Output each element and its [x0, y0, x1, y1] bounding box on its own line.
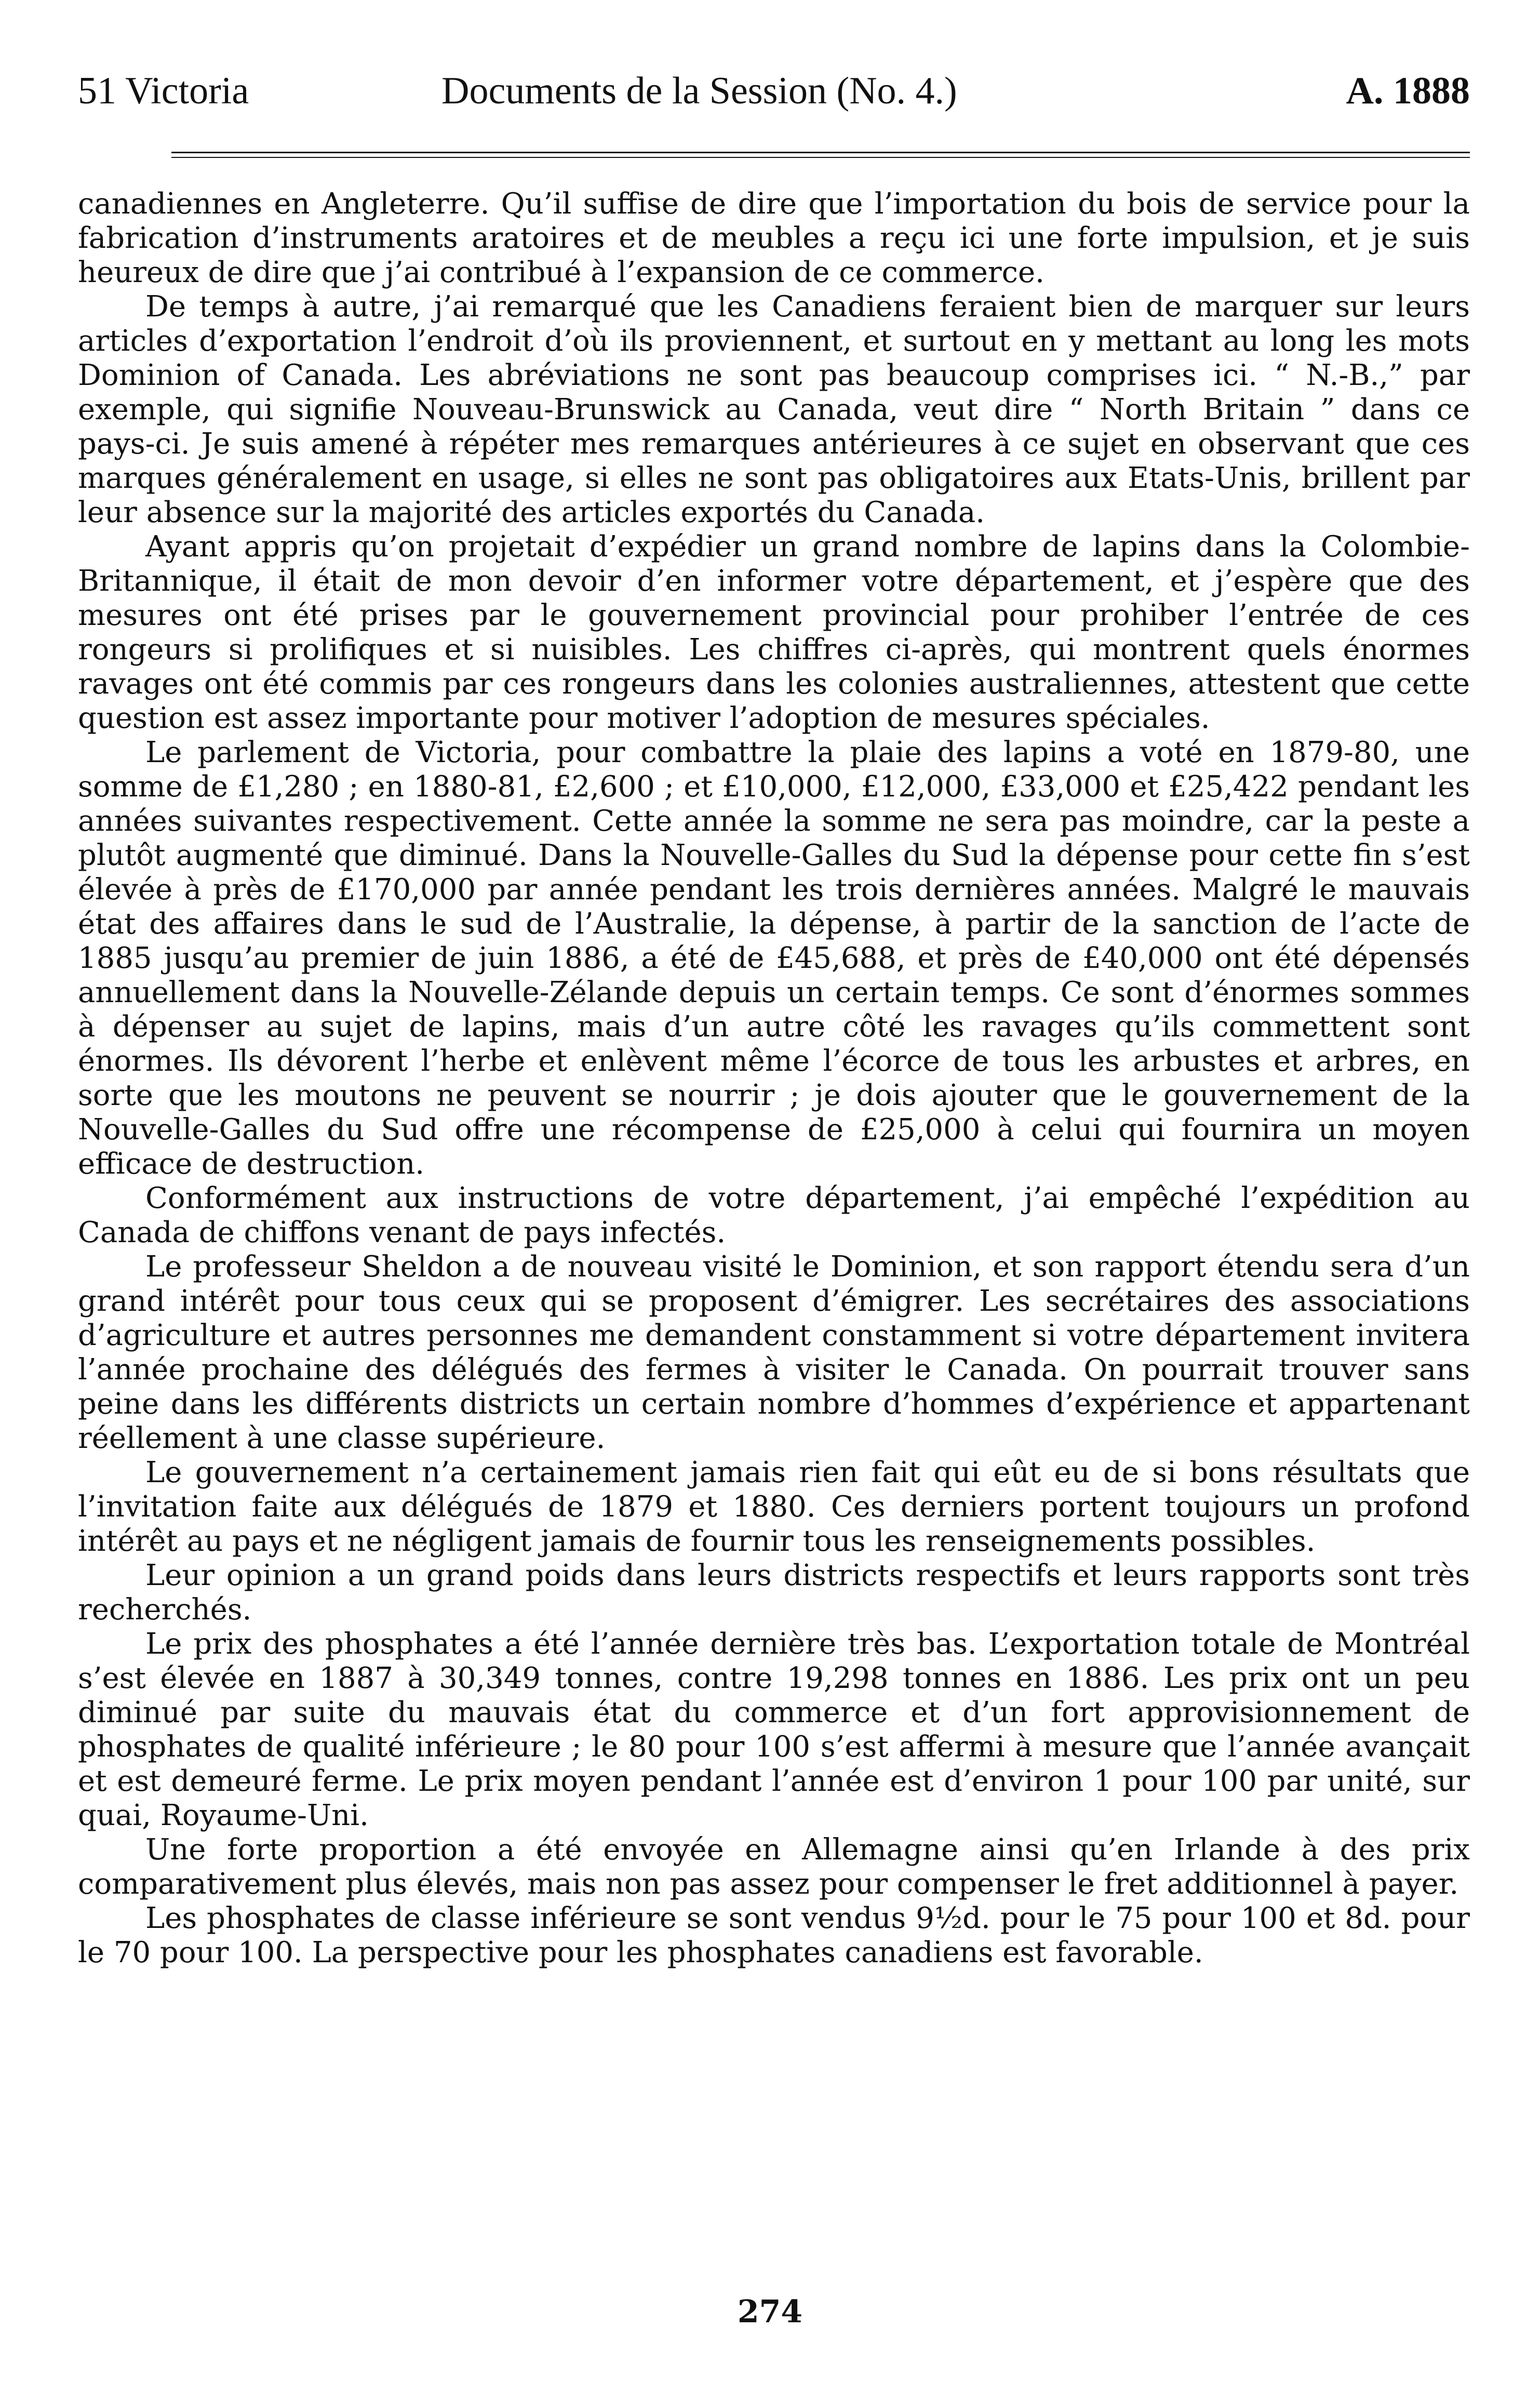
paragraph: Les phosphates de classe inférieure se sont vendus 9½d. pour le 75 pour 100 et 8d. pour le 70 pour 100. La perspective pour les phosphates canadiens est favorable. — [78, 1901, 1470, 1970]
paragraph: Le professeur Sheldon a de nouveau visité le Dominion, et son rapport étendu sera d’un grand intérêt pour tous ceux qui se proposent d’émigrer. Les secrétaires des associations d’agriculture et autres personnes me demandent constamment si votre département invitera l’année prochaine des délégués des fermes à visiter le Canada. On pourrait trouver sans peine dans les différents districts un certain nombre d’hommes d’expérience et appartenant réellement à une classe supérieure. — [78, 1250, 1470, 1455]
paragraph: Une forte proportion a été envoyée en Allemagne ainsi qu’en Irlande à des prix comparativement plus élevés, mais non pas assez pour compenser le fret additionnel à payer. — [78, 1833, 1470, 1901]
page-number: 274 — [737, 2294, 803, 2330]
paragraph: Ayant appris qu’on projetait d’expédier un grand nombre de lapins dans la Colombie-Britannique, il était de mon devoir d’en informer votre département, et j’espère que des mesures ont été prises par le gouvernement provincial pour prohiber l’entrée de ces rongeurs si prolifiques et si nuisibles. Les chiffres ci-après, qui montrent quels énormes ravages ont été commis par ces rongeurs dans les colonies australiennes, attestent que cette question est assez importante pour motiver l’adoption de mesures spéciales. — [78, 530, 1470, 735]
paragraph-continuation: canadiennes en Angleterre. Qu’il suffise de dire que l’importation du bois de service pour la fabrication d’instruments aratoires et de meubles a reçu ici une forte impulsion, et je suis heureux de dire que j’ai contribué à l’expansion de ce commerce. — [78, 187, 1470, 289]
running-header — [78, 62, 1470, 119]
paragraph: Leur opinion a un grand poids dans leurs districts respectifs et leurs rapports sont très recherchés. — [78, 1559, 1470, 1627]
paragraph: De temps à autre, j’ai remarqué que les Canadiens feraient bien de marquer sur leurs articles d’exportation l’endroit d’où ils proviennent, et surtout en y mettant au long les mots Dominion of Canada. Les abréviations ne sont pas beaucoup comprises ici. “ N.-B.,” par exemple, qui signifie Nouveau-Brunswick au Canada, veut dire “ North Britain ” dans ce pays-ci. Je suis amené à répéter mes remarques antérieures à ce sujet en observant que ces marques généralement en usage, si elles ne sont pas obligatoires aux Etats-Unis, brillent par leur absence sur la majorité des articles exportés du Canada. — [78, 290, 1470, 529]
paragraph: Conformément aux instructions de votre département, j’ai empêché l’expédition au Canada de chiffons venant de pays infectés. — [78, 1181, 1470, 1249]
header-volume: 51 Victoria — [78, 70, 249, 112]
header-rule-thin — [171, 157, 1470, 158]
header-title: Documents de la Session (No. 4.) — [441, 70, 957, 112]
header-year: A. 1888 — [1346, 70, 1470, 112]
paragraph: Le prix des phosphates a été l’année dernière très bas. L’exportation totale de Montréal s’est élevée en 1887 à 30,349 tonnes, contre 19,298 tonnes en 1886. Les prix ont un peu diminué par suite du mauvais état du commerce et d’un fort approvisionnement de phosphates de qualité inférieure ; le 80 pour 100 s’est affermi à mesure que l’année avançait et est demeuré ferme. Le prix moyen pendant l’année est d’environ 1 pour 100 par unité, sur quai, Royaume-Uni. — [78, 1627, 1470, 1832]
paragraph: Le parlement de Victoria, pour combattre la plaie des lapins a voté en 1879-80, une somme de £1,280 ; en 1880-81, £2,600 ; et £10,000, £12,000, £33,000 et £25,422 pendant les années suivantes respectivement. Cette année la somme ne sera pas moindre, car la peste a plutôt augmenté que diminué. Dans la Nouvelle-Galles du Sud la dépense pour cette fin s’est élevée à près de £170,000 par année pendant les trois dernières années. Malgré le mauvais état des affaires dans le sud de l’Australie, la dépense, à partir de la sanction de l’acte de 1885 jusqu’au premier de juin 1886, a été de £45,688, et près de £40,000 ont été dépensés annuellement dans la Nouvelle-Zélande depuis un certain temps. Ce sont d’énormes sommes à dépenser au sujet de lapins, mais d’un autre côté les ravages qu’ils commettent sont énormes. Ils dévorent l’herbe et enlèvent même l’écorce de tous les arbustes et arbres, en sorte que les moutons ne peuvent se nourrir ; je dois ajouter que le gouvernement de la Nouvelle-Galles du Sud offre une récompense de £25,000 à celui qui fournira un moyen efficace de destruction. — [78, 736, 1470, 1181]
paragraph: Le gouvernement n’a certainement jamais rien fait qui eût eu de si bons résultats que l’invitation faite aux délégués de 1879 et 1880. Ces derniers portent toujours un profond intérêt au pays et ne négligent jamais de fournir tous les renseignements possibles. — [78, 1456, 1470, 1558]
header-rule-thick — [171, 152, 1470, 153]
body-text — [78, 187, 1470, 1970]
